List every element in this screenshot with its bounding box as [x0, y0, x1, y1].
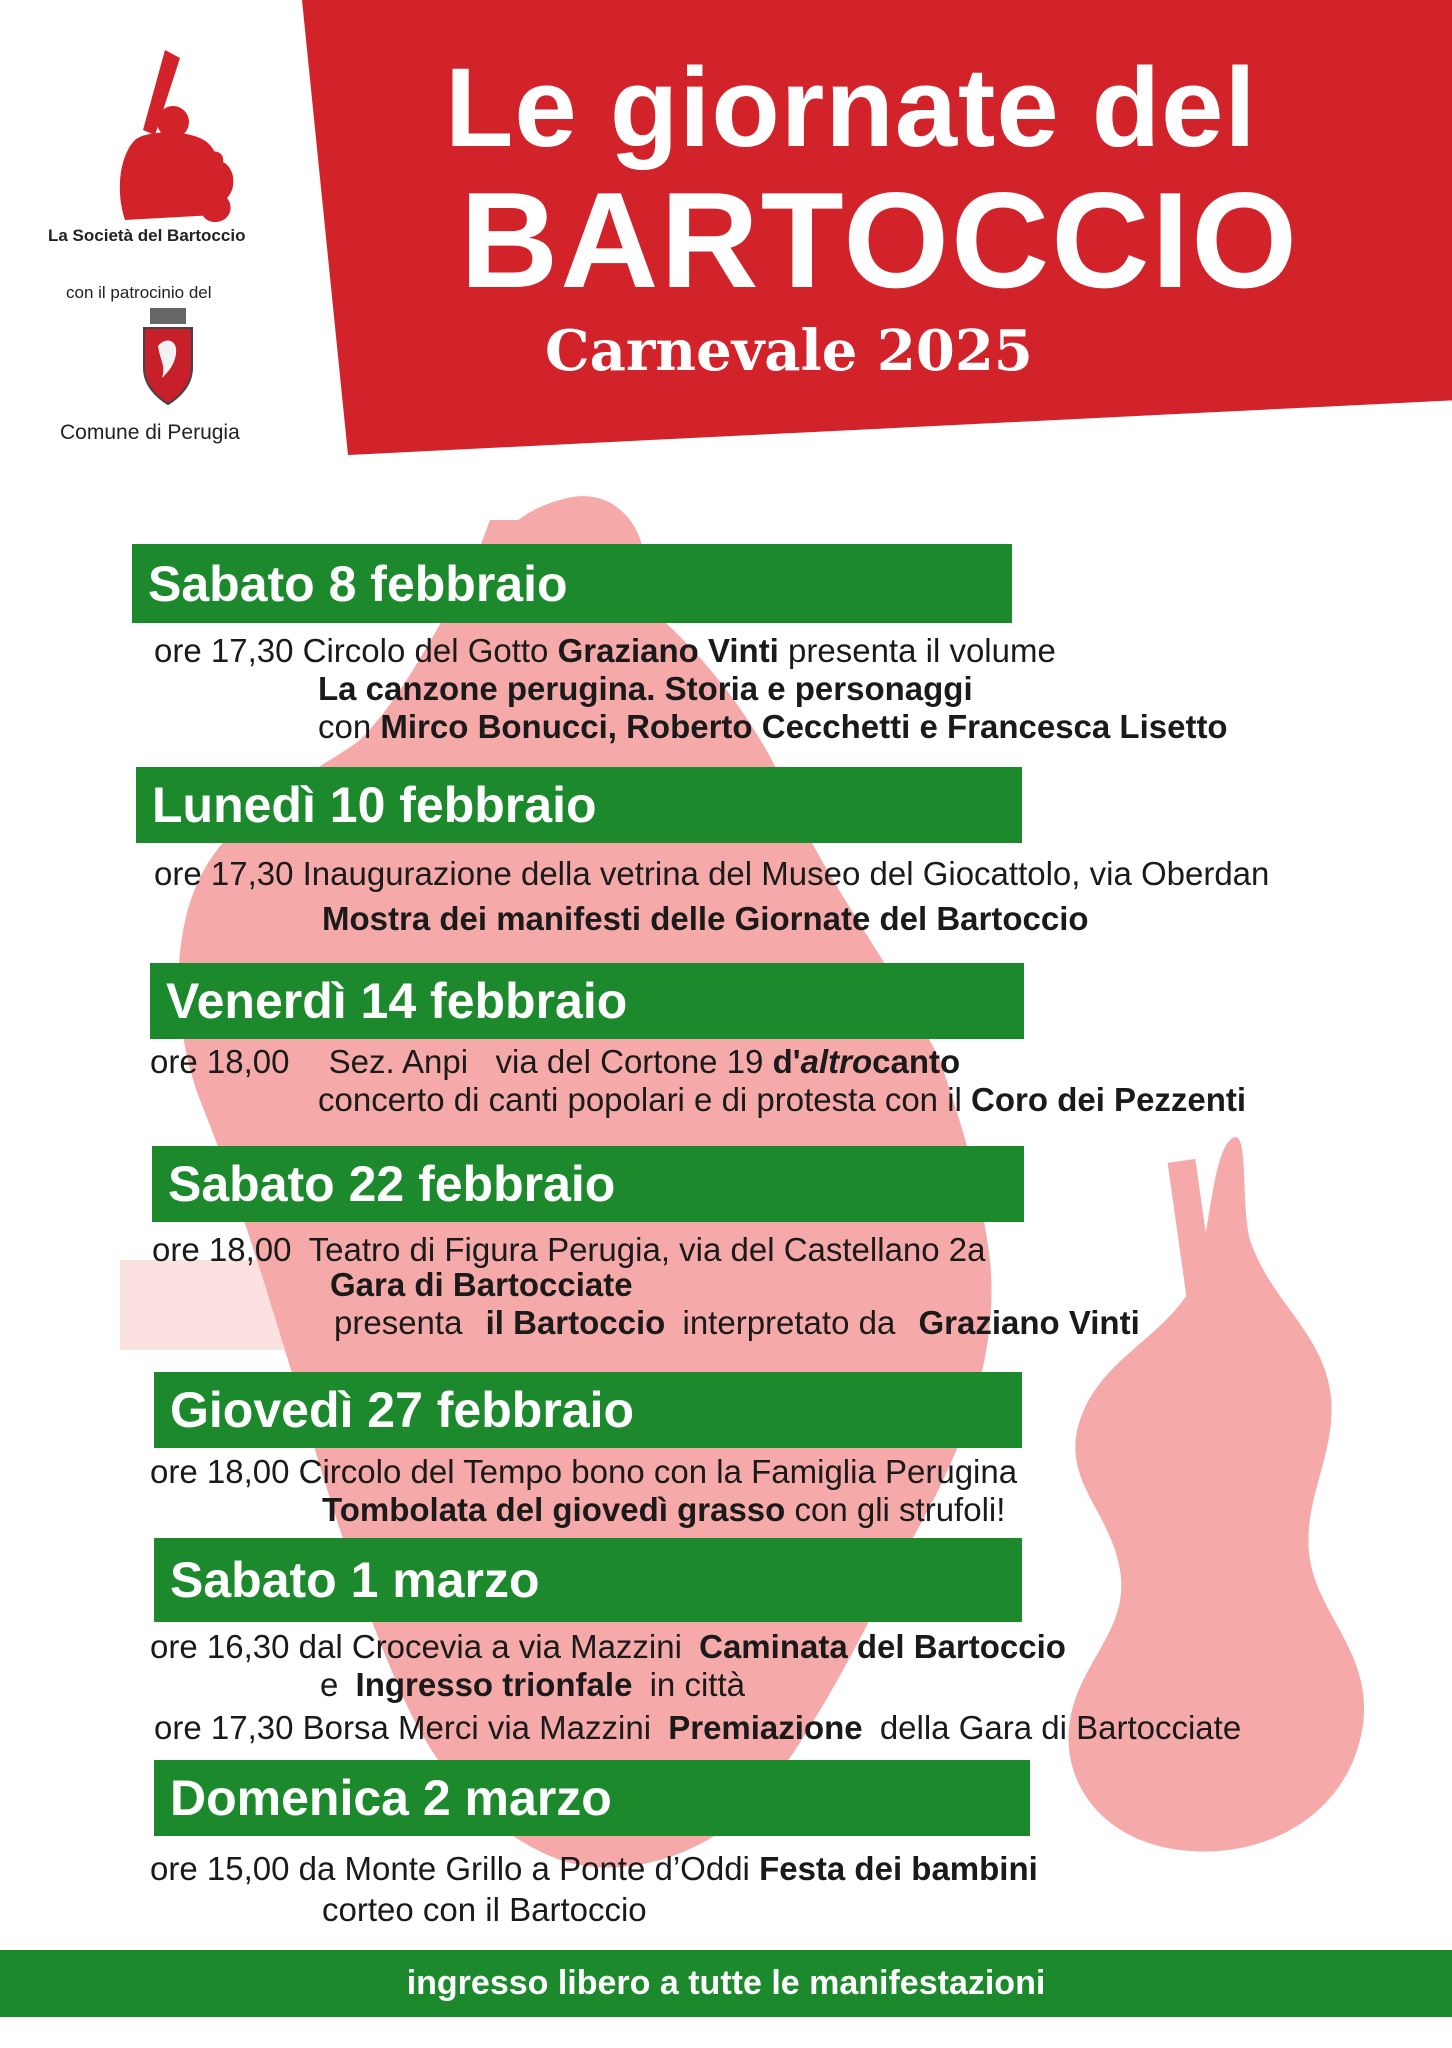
event-highlight: Graziano Vinti: [918, 1304, 1140, 1341]
event-highlight: Premiazione: [668, 1709, 863, 1746]
date-label: Sabato 22 febbraio: [168, 1156, 616, 1212]
footer-banner: [0, 1950, 1452, 2017]
event-highlight: Mostra dei manifesti delle Giornate del Bartoccio: [322, 900, 1089, 937]
date-label: Sabato 1 marzo: [170, 1552, 540, 1608]
date-label: Giovedì 27 febbraio: [170, 1382, 635, 1438]
event-line: [154, 1711, 1241, 1744]
event-text: Circolo del Tempo bono con la Famiglia Perugina: [298, 1453, 1018, 1490]
event-text: in città: [649, 1666, 745, 1703]
event-line: [330, 1268, 633, 1301]
title-line-2: BARTOCCIO: [460, 164, 1300, 316]
event-time: ore 18,00: [152, 1231, 292, 1268]
event-line: [152, 1233, 986, 1266]
event-highlight: Graziano Vinti: [557, 632, 779, 669]
event-text: con: [318, 708, 372, 745]
date-heading: [154, 1372, 1022, 1448]
event-text: con gli strufoli!: [794, 1491, 1006, 1528]
society-name: La Società del Bartoccio: [48, 226, 246, 245]
date-label: Sabato 8 febbraio: [148, 555, 568, 612]
event-line: [150, 1455, 1017, 1488]
comune-name: Comune di Perugia: [60, 421, 240, 444]
event-text: presenta: [334, 1304, 463, 1341]
date-heading: [136, 767, 1022, 843]
event-highlight: Caminata del Bartoccio: [699, 1628, 1066, 1665]
date-label: Venerdì 14 febbraio: [166, 973, 628, 1029]
event-text: e: [320, 1666, 339, 1703]
event-line: [322, 902, 1089, 935]
event-highlight: il Bartoccio: [485, 1304, 666, 1341]
event-highlight: Gara di Bartocciate: [330, 1266, 633, 1303]
event-line: [150, 1045, 960, 1078]
date-label: Domenica 2 marzo: [170, 1770, 612, 1826]
event-highlight: Mirco Bonucci, Roberto Cecchetti e Francesca Lisetto: [380, 708, 1228, 745]
event-text: concerto di canti popolari e di protesta con il: [318, 1081, 962, 1118]
date-heading: [154, 1760, 1030, 1836]
event-line: [154, 634, 1056, 667]
event-text: Circolo del Gotto: [302, 632, 549, 669]
date-heading: [152, 1146, 1024, 1222]
event-time: ore 17,30: [154, 1709, 294, 1746]
event-highlight: d'altrocanto: [772, 1043, 961, 1080]
subtitle: Carnevale 2025: [545, 318, 1033, 384]
event-line: [322, 1493, 1005, 1526]
event-line: [322, 1893, 647, 1926]
title-line-1: Le giornate del: [445, 45, 1257, 170]
event-text: da Monte Grillo a Ponte d’Oddi: [298, 1850, 750, 1887]
patronage-text: con il patrocinio del: [66, 283, 212, 302]
date-heading: [132, 544, 1012, 623]
perugia-crest-icon: [138, 306, 198, 406]
event-text: Teatro di Figura Perugia, via del Castellano 2a: [308, 1231, 986, 1268]
event-time: ore 17,30: [154, 632, 294, 669]
event-text: Sez. Anpi via del Cortone 19: [328, 1043, 764, 1080]
event-text: interpretato da: [682, 1304, 896, 1341]
event-line: [154, 857, 1269, 890]
event-line: [150, 1852, 1038, 1885]
event-text: dal Crocevia a via Mazzini: [298, 1628, 682, 1665]
event-highlight: Tombolata del giovedì grasso: [322, 1491, 786, 1528]
event-highlight: Coro dei Pezzenti: [971, 1081, 1247, 1118]
event-time: ore 18,00: [150, 1043, 290, 1080]
event-highlight: Festa dei bambini: [759, 1850, 1038, 1887]
event-time: ore 17,30: [154, 855, 294, 892]
bartoccio-figure-icon: [95, 40, 255, 225]
event-line: [150, 1630, 1066, 1663]
event-line: [320, 1668, 745, 1701]
event-text: corteo con il Bartoccio: [322, 1891, 647, 1928]
event-line: [318, 672, 973, 705]
event-text: Borsa Merci via Mazzini: [302, 1709, 652, 1746]
date-label: Lunedì 10 febbraio: [152, 777, 597, 833]
event-highlight: Ingresso trionfale: [355, 1666, 633, 1703]
event-line: [318, 710, 1228, 743]
date-heading: [150, 963, 1024, 1039]
event-time: ore 15,00: [150, 1850, 290, 1887]
event-text: della Gara di Bartocciate: [879, 1709, 1242, 1746]
event-time: ore 16,30: [150, 1628, 290, 1665]
footer-text: ingresso libero a tutte le manifestazioni: [406, 1964, 1046, 2002]
event-line: [318, 1083, 1246, 1116]
event-highlight: La canzone perugina. Storia e personaggi: [318, 670, 973, 707]
event-text: presenta il volume: [788, 632, 1056, 669]
date-heading: [154, 1538, 1022, 1622]
event-text: Inaugurazione della vetrina del Museo del Giocattolo, via Oberdan: [302, 855, 1270, 892]
event-line: [334, 1306, 1140, 1339]
event-time: ore 18,00: [150, 1453, 290, 1490]
